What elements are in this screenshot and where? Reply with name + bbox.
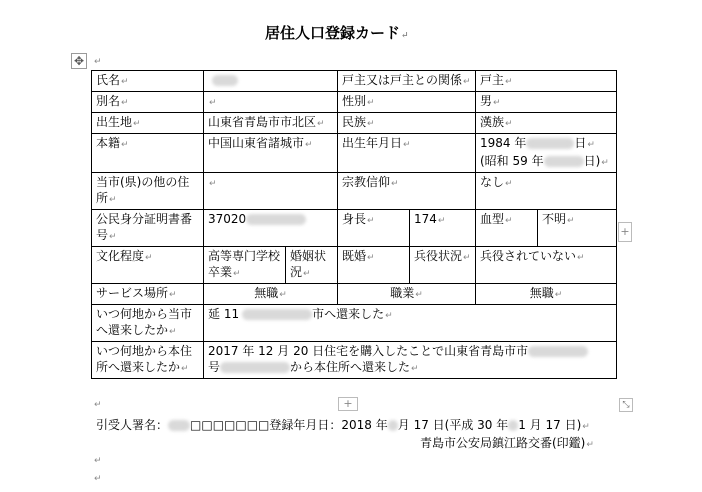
marital-status-label: 婚姻状況↵ [286, 247, 338, 284]
signature-line: 引受人署名： □□□□□□□登録年月日：2018 年 月 17 日(平成 30 年 1 月 17 日)↵ [96, 418, 590, 432]
table-row [92, 113, 617, 134]
householder-relation-value: 戸主↵ [476, 71, 617, 92]
id-number-label: 公民身分証明書番号↵ [92, 210, 204, 247]
birthdate-label: 出生年月日↵ [338, 134, 476, 173]
blood-type-value: 不明↵ [538, 210, 617, 247]
table-row [92, 305, 617, 342]
occupation-label: 職業↵ [338, 284, 476, 305]
ethnicity-label: 民族↵ [338, 113, 476, 134]
return-address-value: 2017 年 12 月 20 日住宅を購入したことで山東省青島市市 号 から本住所へ還来した↵ [204, 342, 617, 379]
table-row [92, 247, 617, 284]
table-resize-handle-icon[interactable]: ⤡ [619, 398, 633, 412]
paragraph-mark: ↵ [94, 456, 102, 466]
other-address-label: 当市(県)の他の住所↵ [92, 173, 204, 210]
education-label: 文化程度↵ [92, 247, 204, 284]
add-row-button[interactable]: + [338, 397, 358, 411]
return-city-value: 延 11 市へ還来した↵ [204, 305, 617, 342]
table-row [92, 342, 617, 379]
blood-type-label: 血型↵ [476, 210, 538, 247]
domicile-value: 中国山東省諸城市↵ [204, 134, 338, 173]
table-row [92, 173, 617, 210]
military-status-value: 兵役されていない↵ [476, 247, 617, 284]
domicile-label: 本籍↵ [92, 134, 204, 173]
document-title: 居住人口登録カード↵ [265, 24, 409, 42]
height-value: 174↵ [410, 210, 476, 247]
gender-label: 性別↵ [338, 92, 476, 113]
other-address-value: ↵ [204, 173, 338, 210]
education-value: 高等専门学校卒業↵ [204, 247, 286, 284]
table-row [92, 210, 617, 247]
alias-label: 別名↵ [92, 92, 204, 113]
occupation-value: 無職↵ [476, 284, 617, 305]
return-city-label: いつ何地から当市へ還来したか↵ [92, 305, 204, 342]
religion-label: 宗教信仰↵ [338, 173, 476, 210]
service-place-value: 無職↵ [204, 284, 338, 305]
service-place-label: サービス場所↵ [92, 284, 204, 305]
birthdate-value: 1984 年 日↵ (昭和 59 年 日)↵ [476, 134, 617, 173]
paragraph-mark: ↵ [94, 400, 102, 410]
id-number-value: 37020 [204, 210, 338, 247]
police-office-stamp-line: 青島市公安局鎮江路交番(印鑑)↵ [420, 436, 594, 450]
ethnicity-value: 漢族↵ [476, 113, 617, 134]
paragraph-mark: ↵ [94, 57, 102, 67]
table-row [92, 92, 617, 113]
religion-value: なし↵ [476, 173, 617, 210]
name-value [204, 71, 338, 92]
military-status-label: 兵役状況↵ [410, 247, 476, 284]
gender-value: 男↵ [476, 92, 617, 113]
birthplace-value: 山東省青島市市北区↵ [204, 113, 338, 134]
householder-relation-label: 戸主又は戸主との関係↵ [338, 71, 476, 92]
registration-table [91, 70, 617, 379]
return-address-label: いつ何地から本住所へ還来したか↵ [92, 342, 204, 379]
paragraph-mark: ↵ [94, 474, 102, 484]
table-row [92, 284, 617, 305]
name-label: 氏名↵ [92, 71, 204, 92]
table-row [92, 134, 617, 173]
birthplace-label: 出生地↵ [92, 113, 204, 134]
add-column-button[interactable]: + [618, 222, 632, 242]
height-label: 身長↵ [338, 210, 410, 247]
table-row [92, 71, 617, 92]
alias-value: ↵ [204, 92, 338, 113]
table-move-handle-icon[interactable]: ✥ [71, 53, 87, 69]
marital-status-value: 既婚↵ [338, 247, 410, 284]
